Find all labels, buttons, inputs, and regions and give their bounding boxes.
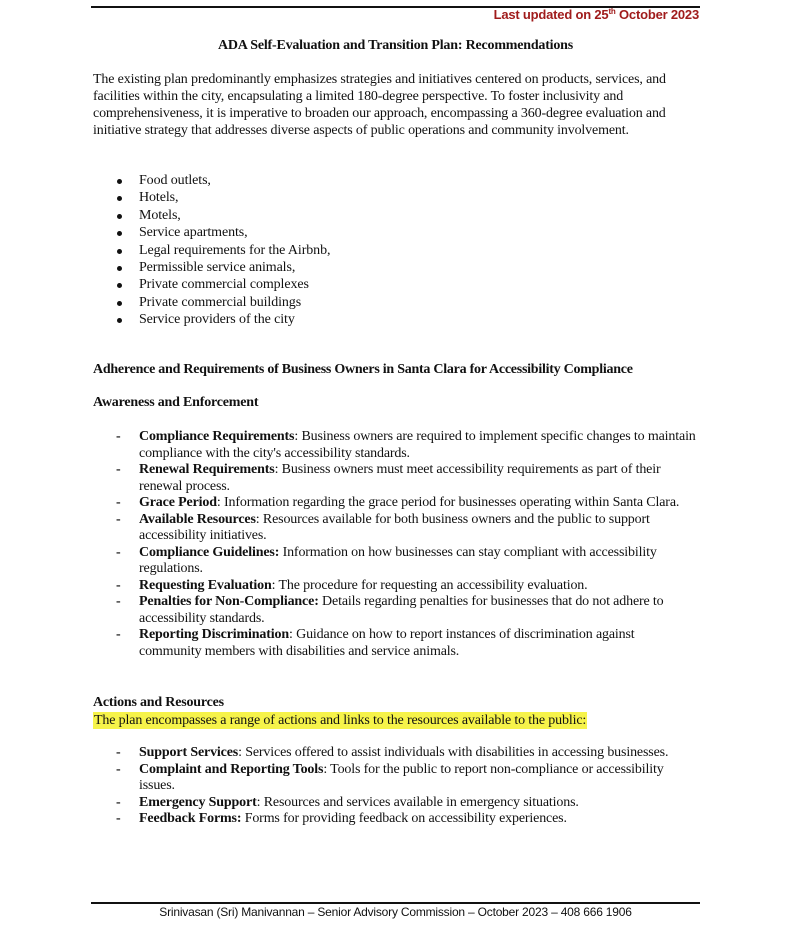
item-separator: : <box>274 462 279 477</box>
item-separator: : <box>323 761 328 777</box>
dash-bullet-icon: - <box>116 811 121 826</box>
dash-bullet-icon: - <box>116 511 121 527</box>
awareness-list-item <box>93 462 698 495</box>
adherence-heading: Adherence and Requirements of Business Owners in Santa Clara for Accessibility Compliance <box>93 362 633 377</box>
dash-bullet-icon: - <box>116 594 121 609</box>
dash-bullet-icon: - <box>116 462 121 477</box>
header-logo-strip <box>93 0 293 4</box>
item-description: Business owners must meet accessibility requirements as part of their renewal process. <box>139 462 661 494</box>
scope-list-item <box>93 276 330 293</box>
scope-list-item <box>93 189 330 206</box>
scope-list-item <box>93 259 330 276</box>
scope-item-text: Service apartments, <box>139 225 248 241</box>
scope-item-text: Permissible service animals, <box>139 260 296 276</box>
scope-list-item <box>93 242 330 259</box>
scope-item-text: Legal requirements for the Airbnb, <box>139 242 331 258</box>
item-description: Details regarding penalties for businesses that do not adhere to accessibility standards. <box>139 594 664 626</box>
item-term: Reporting Discrimination <box>139 627 290 642</box>
item-term: Available Resources <box>139 511 256 527</box>
awareness-list-item <box>93 429 698 462</box>
item-term: Support Services <box>139 745 239 760</box>
actions-intro-highlighted: The plan encompasses a range of actions and links to the resources available to the public: <box>94 713 587 728</box>
item-separator: : <box>294 429 299 444</box>
item-term: Grace Period <box>139 495 217 510</box>
bullet-icon <box>117 231 122 236</box>
item-description: The procedure for requesting an accessibility evaluation. <box>275 577 588 593</box>
awareness-list-item <box>93 578 698 595</box>
scope-list-item <box>93 311 330 328</box>
scope-list-item <box>93 224 330 241</box>
actions-heading: Actions and Resources <box>93 695 224 710</box>
item-description: Information on how businesses can stay compliant with accessibility regulations. <box>139 544 657 576</box>
item-description: Services offered to assist individuals with disabilities in accessing businesses. <box>241 745 669 760</box>
bullet-icon <box>117 214 122 219</box>
actions-list <box>93 745 698 828</box>
document-title: ADA Self-Evaluation and Transition Plan: Recommendations <box>217 38 574 53</box>
item-separator: : <box>256 794 261 810</box>
dash-bullet-icon: - <box>116 429 121 444</box>
scope-list <box>93 172 330 329</box>
ordinal-suffix: th <box>608 7 616 16</box>
bullet-icon <box>117 266 122 271</box>
item-description: Information regarding the grace period for businesses operating within Santa Clara. <box>220 495 680 510</box>
intro-paragraph: The existing plan predominantly emphasizes strategies and initiatives centered on products, services, and facilities within the city, encapsulating a limited 180-degree perspective. To foster inclusivity and comprehensiveness, it is imperative to broaden our approach, encompassing a 360-degree evaluation and initiative strategy that addresses diverse aspects of public operations and community involvement. <box>93 72 666 138</box>
footer-divider <box>91 902 700 904</box>
dash-bullet-icon: - <box>116 627 121 642</box>
scope-item-text: Motels, <box>139 207 181 223</box>
bullet-icon <box>117 283 122 288</box>
bullet-icon <box>117 301 122 306</box>
actions-list-item <box>93 811 698 828</box>
scope-item-text: Service providers of the city <box>139 312 295 328</box>
awareness-list-item <box>93 512 698 545</box>
awareness-list <box>93 429 698 660</box>
dash-bullet-icon: - <box>116 495 121 510</box>
scope-list-item <box>93 207 330 224</box>
last-updated-date <box>494 7 699 22</box>
awareness-list-item <box>93 545 698 578</box>
item-description: Business owners are required to implement specific changes to maintain compliance with the city's accessibility standards. <box>139 429 696 461</box>
actions-list-item <box>93 745 698 762</box>
item-description: Guidance on how to report instances of discrimination against community members with disabilities and service animals. <box>139 627 635 659</box>
awareness-list-item <box>93 594 698 627</box>
item-term: Complaint and Reporting Tools <box>139 761 324 777</box>
item-separator: : <box>271 577 276 593</box>
item-description: Resources available for both business owners and the public to support accessibility initiatives. <box>139 511 650 543</box>
last-updated-rest: October 2023 <box>615 7 699 22</box>
bullet-icon <box>117 196 122 201</box>
item-description: Resources and services available in emergency situations. <box>260 794 579 810</box>
awareness-list-item <box>93 495 698 512</box>
item-separator: : <box>216 495 221 510</box>
last-updated-prefix: Last updated on 25 <box>493 7 609 22</box>
item-term: Emergency Support <box>139 794 257 810</box>
bullet-icon <box>117 249 122 254</box>
dash-bullet-icon: - <box>116 577 121 593</box>
bullet-icon <box>117 318 122 323</box>
scope-item-text: Private commercial buildings <box>139 294 302 310</box>
item-term: Compliance Guidelines: <box>139 544 280 560</box>
scope-list-item <box>93 172 330 189</box>
actions-list-item <box>93 762 698 795</box>
bullet-icon <box>117 179 122 184</box>
footer-text: Srinivasan (Sri) Manivannan – Senior Advisory Commission – October 2023 – 408 666 1906 <box>159 905 632 919</box>
scope-item-text: Hotels, <box>139 190 179 206</box>
item-term: Penalties for Non-Compliance: <box>139 594 319 609</box>
item-term: Requesting Evaluation <box>139 577 272 593</box>
dash-bullet-icon: - <box>116 794 121 810</box>
dash-bullet-icon: - <box>116 544 121 560</box>
item-description: Forms for providing feedback on accessibility experiences. <box>241 811 567 826</box>
item-separator: : <box>255 511 260 527</box>
item-term: Feedback Forms: <box>139 811 242 826</box>
dash-bullet-icon: - <box>116 745 121 760</box>
document-title-row <box>0 38 791 54</box>
dash-bullet-icon: - <box>116 761 121 777</box>
item-term: Compliance Requirements <box>139 429 295 444</box>
actions-list-item <box>93 795 698 812</box>
item-term: Renewal Requirements <box>139 462 275 477</box>
scope-item-text: Food outlets, <box>139 173 211 188</box>
item-separator: : <box>238 745 242 760</box>
awareness-list-item <box>93 627 698 660</box>
scope-list-item <box>93 294 330 311</box>
item-separator: : <box>289 627 293 642</box>
item-description: Tools for the public to report non-compliance or accessibility issues. <box>139 761 664 793</box>
awareness-heading: Awareness and Enforcement <box>93 395 259 410</box>
scope-item-text: Private commercial complexes <box>139 277 309 293</box>
